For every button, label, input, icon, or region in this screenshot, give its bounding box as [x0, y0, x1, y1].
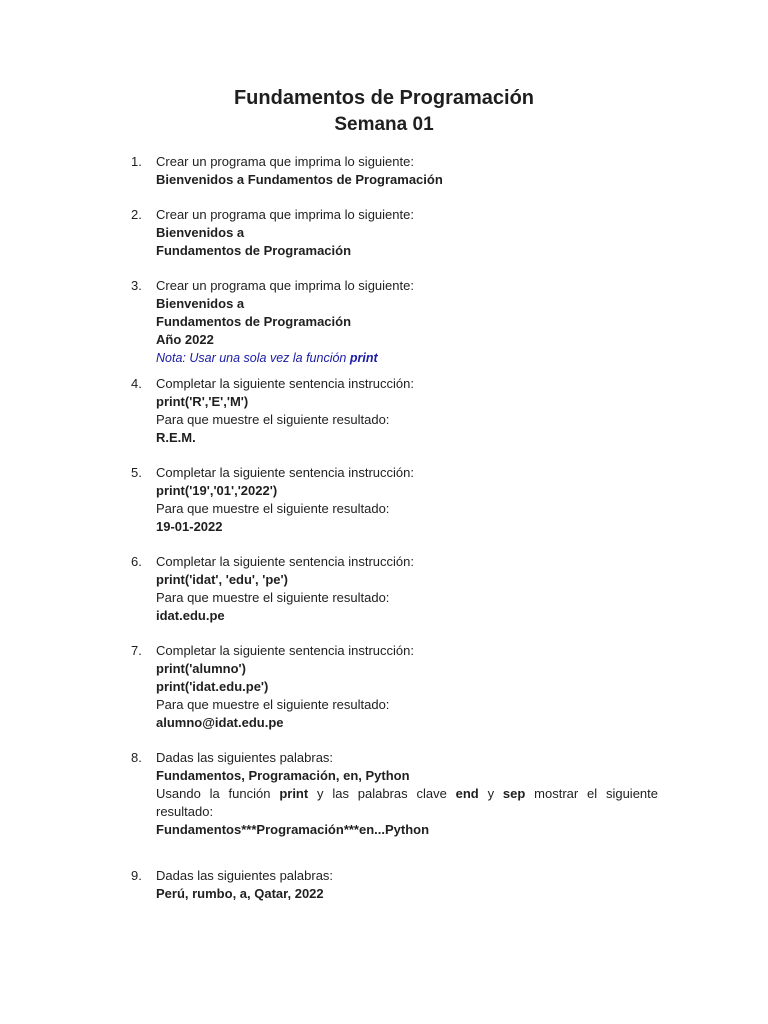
code-statement: print('19','01','2022') — [156, 483, 278, 498]
usage-instruction — [156, 785, 658, 803]
exercise-instruction: Completar la siguiente sentencia instrucción: — [156, 465, 414, 480]
exercise-number: 9. — [131, 868, 142, 883]
result-label: Para que muestre el siguiente resultado: — [156, 412, 390, 427]
result-label: Para que muestre el siguiente resultado: — [156, 697, 390, 712]
result-label: Para que muestre el siguiente resultado: — [156, 501, 390, 516]
expected-output-line: Fundamentos de Programación — [156, 314, 352, 329]
exercise-number: 1. — [131, 154, 142, 169]
exercise-instruction: Completar la siguiente sentencia instrucción: — [156, 554, 414, 569]
usage-keyword-sep: sep — [502, 786, 526, 801]
exercise-instruction: Crear un programa que imprima lo siguiente: — [156, 154, 414, 169]
word-list: Perú, rumbo, a, Qatar, 2022 — [156, 886, 324, 901]
exercise-number: 6. — [131, 554, 142, 569]
exercise-number: 3. — [131, 278, 142, 293]
usage-text: mostrar el siguiente — [534, 786, 658, 801]
code-statement: print('R','E','M') — [156, 394, 249, 409]
exercise-number: 7. — [131, 643, 142, 658]
expected-output-line: Bienvenidos a — [156, 296, 245, 311]
word-list: Fundamentos, Programación, en, Python — [156, 768, 410, 783]
expected-result: idat.edu.pe — [156, 608, 225, 623]
exercise-instruction: Completar la siguiente sentencia instrucción: — [156, 643, 414, 658]
expected-output-line: Fundamentos de Programación — [156, 243, 352, 258]
document-subtitle: Semana 01 — [334, 114, 434, 135]
expected-output-line: Bienvenidos a — [156, 225, 245, 240]
result-label: Para que muestre el siguiente resultado: — [156, 590, 390, 605]
exercise-instruction: Dadas las siguientes palabras: — [156, 750, 334, 765]
exercise-instruction: Crear un programa que imprima lo siguiente: — [156, 278, 414, 293]
document-title: Fundamentos de Programación — [233, 87, 535, 109]
expected-output-line: Año 2022 — [156, 332, 214, 347]
expected-result: Fundamentos***Programación***en...Python — [156, 822, 430, 837]
code-statement: print('idat.edu.pe') — [156, 679, 269, 694]
usage-keyword-print: print — [279, 786, 309, 801]
usage-text: y — [487, 786, 495, 801]
usage-continuation: resultado: — [156, 804, 214, 819]
exercise-number: 2. — [131, 207, 142, 222]
expected-output-line: Bienvenidos a Fundamentos de Programación — [156, 172, 443, 187]
usage-text: Usando la función — [156, 786, 271, 801]
note-keyword: print — [349, 351, 378, 365]
exercise-number: 8. — [131, 750, 142, 765]
expected-result: alumno@idat.edu.pe — [156, 715, 284, 730]
exercise-instruction: Dadas las siguientes palabras: — [156, 868, 334, 883]
note-text: Nota: Usar una sola vez la función — [156, 351, 347, 365]
expected-result: R.E.M. — [156, 430, 196, 445]
usage-text: y las palabras clave — [317, 786, 447, 801]
usage-keyword-end: end — [455, 786, 479, 801]
exercise-number: 4. — [131, 376, 142, 391]
code-statement: print('alumno') — [156, 661, 246, 676]
expected-result: 19-01-2022 — [156, 519, 223, 534]
exercise-note — [156, 349, 658, 367]
exercise-instruction: Crear un programa que imprima lo siguiente: — [156, 207, 414, 222]
code-statement: print('idat', 'edu', 'pe') — [156, 572, 288, 587]
exercise-number: 5. — [131, 465, 142, 480]
exercise-instruction: Completar la siguiente sentencia instrucción: — [156, 376, 414, 391]
